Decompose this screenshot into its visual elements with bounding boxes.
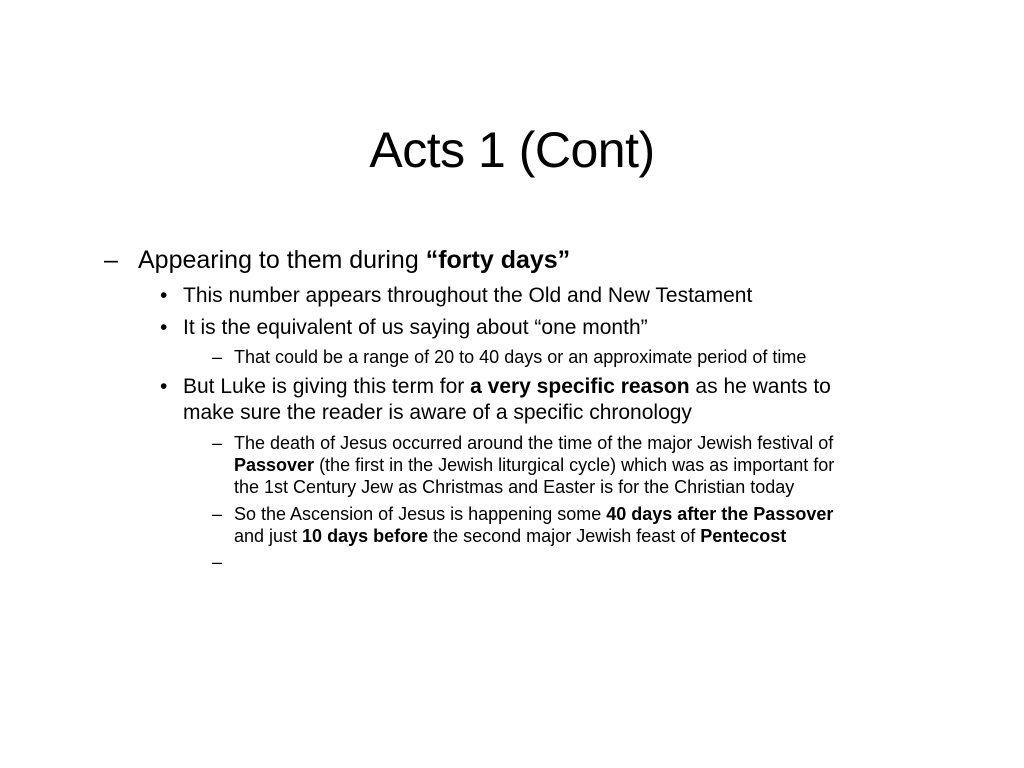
list-item-death-of-jesus: The death of Jesus occurred around the time of the major Jewish festival of <box>234 433 834 453</box>
slide-title: Acts 1 (Cont) <box>369 122 655 178</box>
bullet-marker: • <box>160 375 168 398</box>
list-item-ascension <box>234 503 833 525</box>
dash-marker: – <box>104 246 118 274</box>
bullet-marker: • <box>160 316 168 339</box>
dash-marker: – <box>212 504 223 524</box>
list-item-number-appears: This number appears throughout the Old and New Testament <box>183 284 753 307</box>
item-text: as he wants to <box>689 375 831 398</box>
item-bold-text: 40 days after the Passover <box>606 504 834 524</box>
dash-marker: – <box>212 347 223 367</box>
item-bold-text: 10 days before <box>302 526 429 546</box>
dash-marker: – <box>212 552 223 572</box>
item-text: So the Ascension of Jesus is happening some <box>234 504 607 524</box>
list-item-range: That could be a range of 20 to 40 days or an approximate period of time <box>234 347 807 367</box>
list-item-death-of-jesus-cont <box>234 454 834 476</box>
item-bold-text: “forty days” <box>425 246 571 274</box>
item-text: But Luke is giving this term for <box>183 375 471 398</box>
list-item-one-month: It is the equivalent of us saying about “one month” <box>183 316 648 339</box>
list-item-ascension-cont <box>234 525 786 547</box>
list-item-specific-reason <box>183 373 831 400</box>
list-item-forty-days <box>138 245 570 275</box>
item-text: Appearing to them during <box>138 246 426 274</box>
list-item-specific-reason-cont: make sure the reader is aware of a specific chronology <box>183 401 692 424</box>
item-text: (the first in the Jewish liturgical cycle) which was as important for <box>314 455 835 475</box>
item-bold-text: Passover <box>234 455 315 475</box>
item-text: the second major Jewish feast of <box>428 526 701 546</box>
dash-marker: – <box>212 433 223 453</box>
item-text: and just <box>234 526 303 546</box>
item-bold-text: Pentecost <box>700 526 787 546</box>
bullet-marker: • <box>160 284 168 307</box>
item-bold-text: a very specific reason <box>470 375 690 398</box>
list-item-death-of-jesus-cont2: the 1st Century Jew as Christmas and Easter is for the Christian today <box>234 477 795 497</box>
